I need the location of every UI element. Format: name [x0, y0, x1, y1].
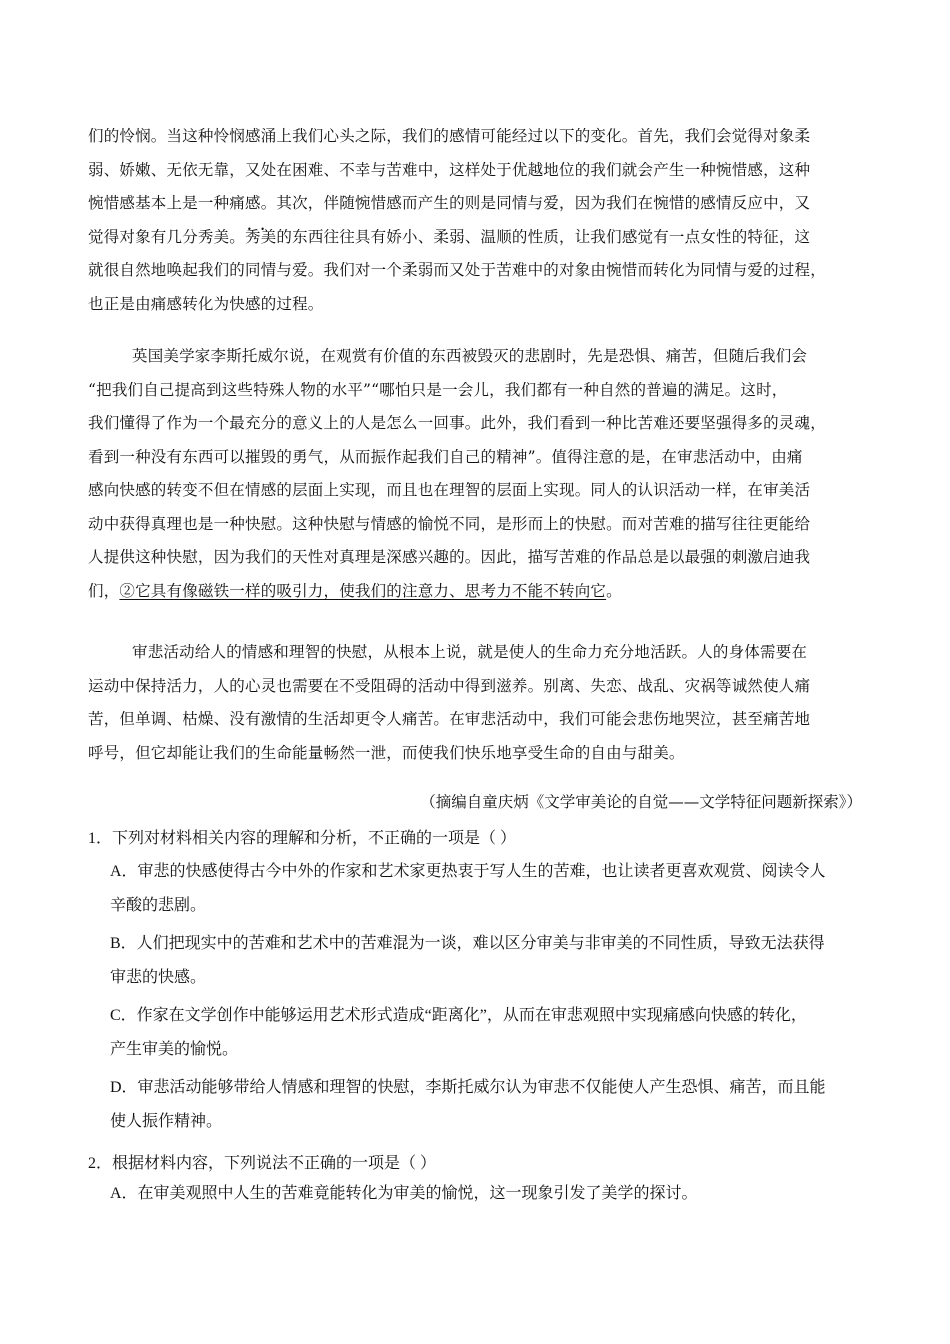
paragraph-2: [88, 340, 863, 608]
text-line: 动中获得真理也是一种快慰。这种快慰与情感的愉悦不同，是形而上的快慰。而对苦难的描写往往更能给: [88, 514, 811, 533]
emphasis-dotted-text: • • 秀美: [245, 228, 276, 246]
text-line: 英国美学家李斯托威尔说，在观赏有价值的东西被毁灭的悲剧时，先是恐惧、痛苦，但随后我们会: [132, 347, 808, 365]
paragraph-3: [88, 636, 863, 770]
text-line: 感向快感的转变不但在情感的层面上实现，而且也在理智的层面上实现。同人的认识活动一样，在审美活: [88, 481, 811, 499]
text-line: 们的怜悯。当这种怜悯感涌上我们心头之际，我们的感情可能经过以下的变化。首先，我们会觉得对象柔: [88, 127, 811, 145]
text-line: 弱、娇嫩、无依无靠，又处在困难、不幸与苦难中，这样处于优越地位的我们就会产生一种惋惜感，这种: [88, 160, 811, 179]
question-1-option-a: A．审悲的快感使得古今中外的作家和艺术家更热衷于写人生的苦难，也让读者更喜欢观赏、阅读令人 辛酸的悲剧。: [110, 863, 826, 914]
question-1-stem: 1．下列对材料相关内容的理解和分析，不正确的一项是（ ）: [88, 830, 517, 847]
text-line: 惋惜感基本上是一种痛感。其次，伴随惋惜感而产生的则是同情与爱，因为我们在惋惜的感情反应中，又: [88, 194, 811, 212]
source-citation: （摘编自童庆炳《文学审美论的自觉——文学特征问题新探索》）: [420, 793, 862, 811]
question-1-option-b: B．人们把现实中的苦难和艺术中的苦难混为一谈，难以区分审美与非审美的不同性质，导致无法获得 审悲的快感。: [110, 935, 825, 986]
text-line: 人提供这种快慰，因为我们的天性对真理是深感兴趣的。因此，描写苦难的作品总是以最强的刺激启迪我: [88, 548, 811, 566]
text-line: 呼号，但它却能让我们的生命能量畅然一泄，而使我们快乐地享受生命的自由与甜美。: [88, 743, 685, 762]
text-line: 看到一种没有东西可以摧毁的勇气，从而振作起我们自己的精神”。值得注意的是，在审悲活动中，由痛: [88, 447, 803, 466]
paragraph-1: [88, 120, 863, 321]
text-line: 我们懂得了作为一个最充分的意义上的人是怎么一回事。此外，我们看到一种比苦难还要坚强得多的灵魂，: [88, 414, 826, 432]
text-line: 们，②它具有像磁铁一样的吸引力，使我们的注意力、思考力不能不转向它。: [88, 581, 622, 600]
text-line: 审悲活动给人的情感和理智的快慰，从根本上说，就是使人的生命力充分地活跃。人的身体需要在: [132, 643, 808, 661]
text-line: 觉得对象有几分秀美。• • 秀美的东西往往具有娇小、柔弱、温顺的性质，让我们感觉有一点女性的特征，这: [88, 221, 863, 255]
text-line: 也正是由痛感转化为快感的过程。: [88, 294, 324, 313]
question-2-option-a: A．在审美观照中人生的苦难竟能转化为审美的愉悦，这一现象引发了美学的探讨。: [110, 1185, 698, 1202]
text-line: 运动中保持活力，人的心灵也需要在不受阻碍的活动中得到滋养。别离、失恋、战乱、灾祸等诚然使人痛: [88, 676, 811, 695]
question-1-option-c: C．作家在文学创作中能够运用艺术形式造成“距离化”，从而在审悲观照中实现痛感向快感的转化， 产生审美的愉悦。: [110, 1007, 807, 1058]
underlined-sentence: ②它具有像磁铁一样的吸引力，使我们的注意力、思考力不能不转向它: [119, 581, 607, 600]
text-line: “把我们自己提高到这些特殊人物的水平”“哪怕只是一会儿，我们都有一种自然的普遍的满足。这时，: [88, 380, 788, 399]
text-line: 苦，但单调、枯燥、没有激情的生活却更令人痛苦。在审悲活动中，我们可能会悲伤地哭泣，甚至痛苦地: [88, 710, 811, 728]
question-2-stem: 2．根据材料内容，下列说法不正确的一项是（ ）: [88, 1155, 437, 1172]
question-1-option-d: D．审悲活动能够带给人情感和理智的快慰，李斯托威尔认为审悲不仅能使人产生恐惧、痛苦，而且能 使人振作精神。: [110, 1079, 826, 1130]
text-line: 就很自然地唤起我们的同情与爱。我们对一个柔弱而又处于苦难中的对象由惋惜而转化为同情与爱的过程，: [88, 261, 826, 279]
